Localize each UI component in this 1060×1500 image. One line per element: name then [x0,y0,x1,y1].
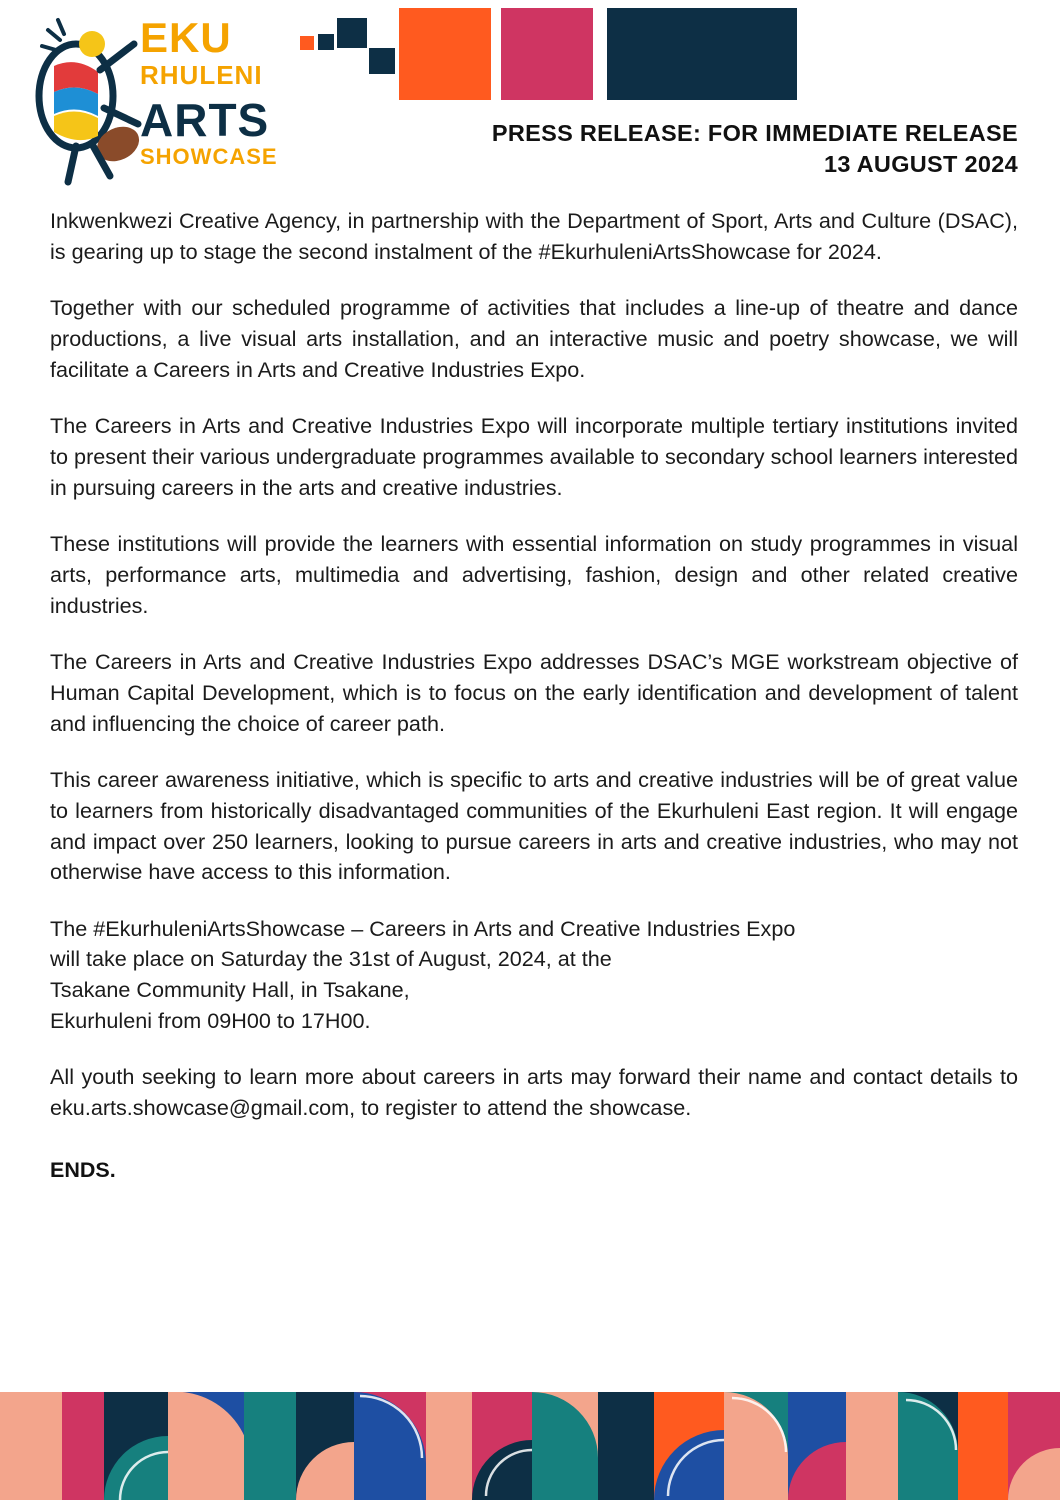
logo-text-eku: EKU [140,14,232,61]
paragraph-3: The Careers in Arts and Creative Industries Expo will incorporate multiple tertiary institutions invited to present their various undergraduate programmes available to secondary school learners interested in pursuing careers in the arts and creative industries. [50,413,1018,500]
logo-text-rhuleni: RHULENI [140,60,263,90]
paragraph-2: Together with our scheduled programme of activities that includes a line-up of theatre and dance productions, a live visual arts installation, and an interactive music and poetry showcase, we will facilitate a Careers in Arts and Creative Industries Expo. [50,295,1018,382]
ends-marker: ENDS. [50,1157,116,1182]
event-details-line2: will take place on Saturday the 31st of August, 2024, at the [50,946,612,972]
header-color-swatches [300,8,797,98]
press-release-title-line2: 13 AUGUST 2024 [823,151,1018,178]
contact-paragraph: All youth seeking to learn more about careers in arts may forward their name and contact details to eku.arts.showcase@gmail.com, to register to attend the showcase. [50,1064,1018,1121]
swatch-navy-small-2 [369,48,395,74]
document-header [0,0,1060,196]
paragraph-1: Inkwenkwezi Creative Agency, in partnership with the Department of Sport, Arts and Culture (DSAC), is gearing up to stage the second instalment of the #EkurhuleniArtsShowcase for 2024. [50,208,1018,264]
footer-pattern [0,1392,1060,1500]
footer-pattern-graphic [0,1392,1060,1500]
press-release-title-line1: PRESS RELEASE: FOR IMMEDIATE RELEASE [491,120,1018,146]
swatch-navy-large [607,8,797,100]
event-details [50,914,1018,1037]
event-details-line4: Ekurhuleni from 09H00 to 17H00. [50,1007,371,1033]
swatch-orange-large [399,8,491,100]
logo [14,4,284,194]
logo-text-showcase: SHOWCASE [140,144,278,169]
event-details-line1: The #EkurhuleniArtsShowcase – Careers in Arts and Creative Industries Expo [50,915,796,941]
event-details-line3: Tsakane Community Hall, in Tsakane, [50,977,410,1003]
swatch-navy-small [337,18,367,48]
press-release-title [492,118,1018,181]
swatch-pink-large [501,8,593,100]
swatch-orange-tiny [300,36,314,50]
document-body [50,206,1018,1183]
logo-figure-icon [39,20,145,182]
logo-text-arts: ARTS [140,94,270,146]
swatch-navy-tiny [318,34,334,50]
paragraph-6: This career awareness initiative, which is specific to arts and creative industries will be of great value to learners from historically disadvantaged communities of the Ekurhuleni East region. It will engage and impact over 250 learners, looking to pursue careers in arts and creative industries, who may not otherwise have access to this information. [50,767,1018,885]
paragraph-4: These institutions will provide the learners with essential information on study programmes in visual arts, performance arts, multimedia and advertising, fashion, design and other related creative industries. [50,531,1018,618]
paragraph-5: The Careers in Arts and Creative Industries Expo addresses DSAC’s MGE workstream objective of Human Capital Development, which is to focus on the early identification and development of talent and influencing the choice of career path. [50,649,1018,736]
